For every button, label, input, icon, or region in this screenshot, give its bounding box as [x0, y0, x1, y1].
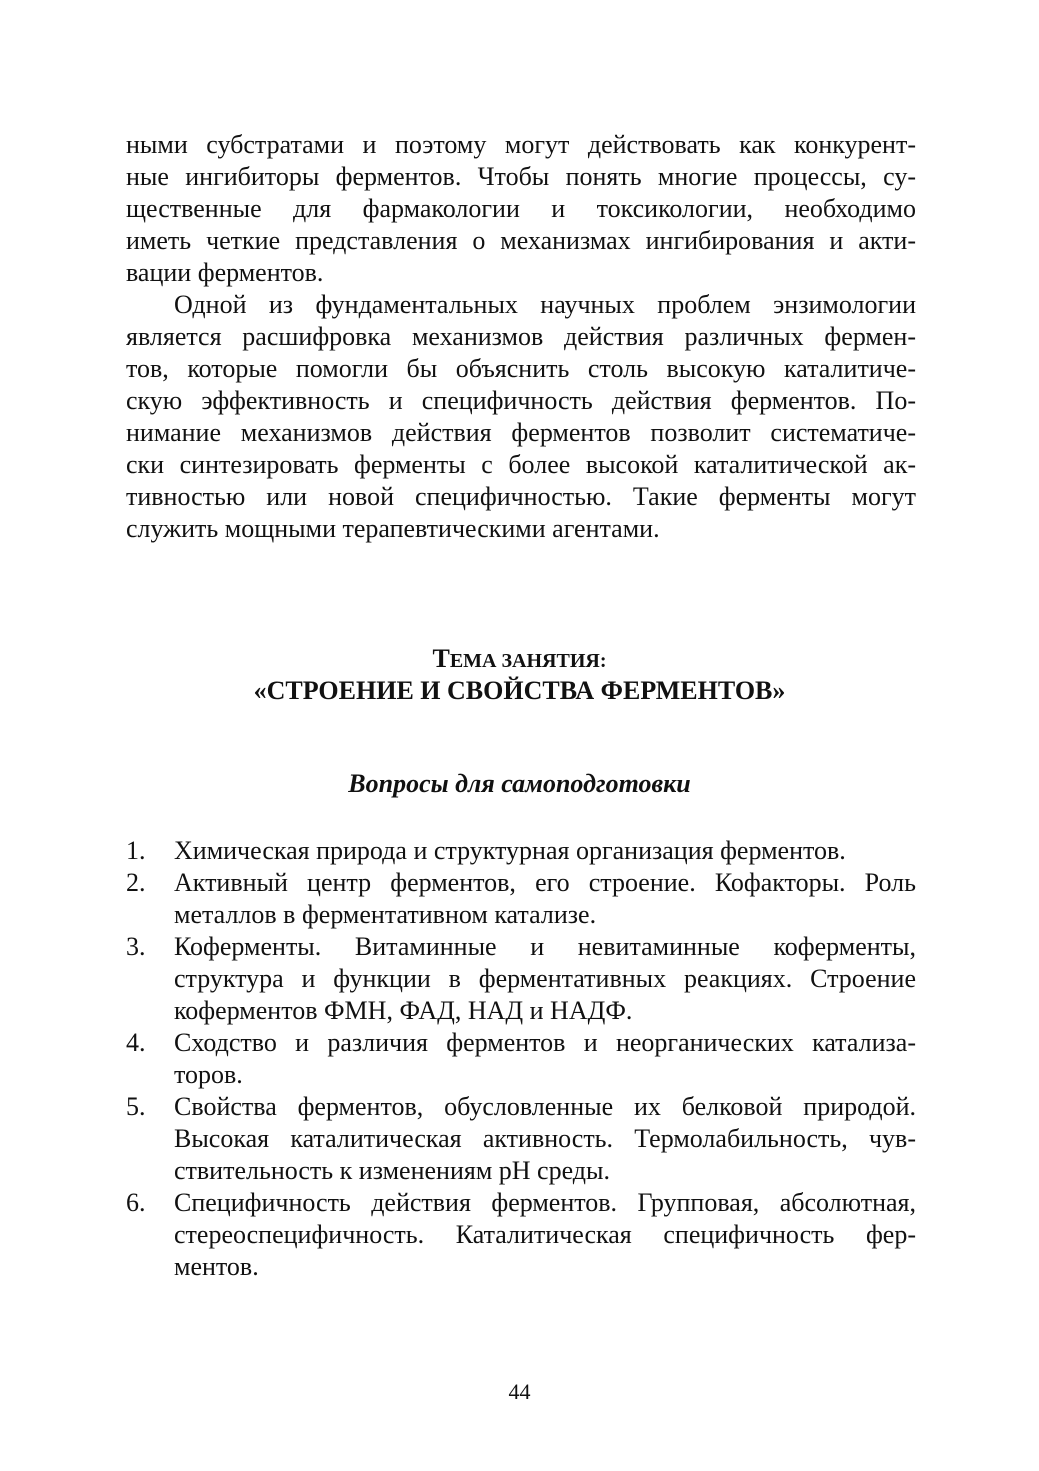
list-item-line: Сходство и различия ферментов и неорганических катализа-: [174, 1028, 916, 1057]
list-item-number: 6.: [126, 1188, 146, 1217]
list-item-number: 2.: [126, 868, 146, 897]
list-item-line: Свойства ферментов, обусловленные их белковой природой.: [174, 1092, 916, 1121]
list-item-line: торов.: [174, 1060, 243, 1089]
topic-label-initial: Т: [432, 644, 450, 673]
paragraph-line: ски синтезировать ферменты с более высокой каталитической ак-: [126, 450, 916, 479]
list-item-line: ствительность к изменениям рН среды.: [174, 1156, 610, 1185]
list-item-line: Коферменты. Витаминные и невитаминные коферменты,: [174, 932, 916, 961]
paragraph-line: ными субстратами и поэтому могут действовать как конкурент-: [126, 130, 916, 159]
topic-label: [0, 643, 1039, 677]
list-item-number: 1.: [126, 836, 146, 865]
topic-label-rest: ЕМА ЗАНЯТИЯ:: [449, 650, 607, 672]
questions-heading: Вопросы для самоподготовки: [348, 769, 691, 798]
list-item-number: 3.: [126, 932, 146, 961]
paragraph-line: служить мощными терапевтическими агентами.: [126, 514, 660, 543]
paragraph-line: тивностью или новой специфичностью. Такие ферменты могут: [126, 482, 916, 511]
list-item-line: Специфичность действия ферментов. Групповая, абсолютная,: [174, 1188, 916, 1217]
paragraph-line: иметь четкие представления о механизмах ингибирования и акти-: [126, 226, 916, 255]
paragraph-line: является расшифровка механизмов действия различных фермен-: [126, 322, 916, 351]
list-item-line: металлов в ферментативном катализе.: [174, 900, 597, 929]
paragraph-line: вации ферментов.: [126, 258, 324, 287]
paragraph-line: щественные для фармакологии и токсикологии, необходимо: [126, 194, 916, 223]
topic-title: «СТРОЕНИЕ И СВОЙСТВА ФЕРМЕНТОВ»: [253, 676, 786, 705]
list-item-number: 4.: [126, 1028, 146, 1057]
paragraph-line: нимание механизмов действия ферментов позволит систематиче-: [126, 418, 916, 447]
list-item-line: структура и функции в ферментативных реакциях. Строение: [174, 964, 916, 993]
page-number: 44: [508, 1379, 531, 1404]
paragraph-line: тов, которые помогли бы объяснить столь высокую каталитиче-: [126, 354, 916, 383]
list-item-number: 5.: [126, 1092, 146, 1121]
paragraph-line: Одной из фундаментальных научных проблем энзимологии: [174, 290, 916, 319]
paragraph-line: ные ингибиторы ферментов. Чтобы понять многие процессы, су-: [126, 162, 916, 191]
list-item-line: Высокая каталитическая активность. Термолабильность, чув-: [174, 1124, 916, 1153]
list-item-line: Химическая природа и структурная организация ферментов.: [174, 836, 846, 865]
list-item-line: Активный центр ферментов, его строение. Кофакторы. Роль: [174, 868, 916, 897]
paragraph-line: скую эффективность и специфичность действия ферментов. По-: [126, 386, 916, 415]
list-item-line: коферментов ФМН, ФАД, НАД и НАДФ.: [174, 996, 633, 1025]
list-item-line: стереоспецифичность. Каталитическая специфичность фер-: [174, 1220, 916, 1249]
list-item-line: ментов.: [174, 1252, 259, 1281]
